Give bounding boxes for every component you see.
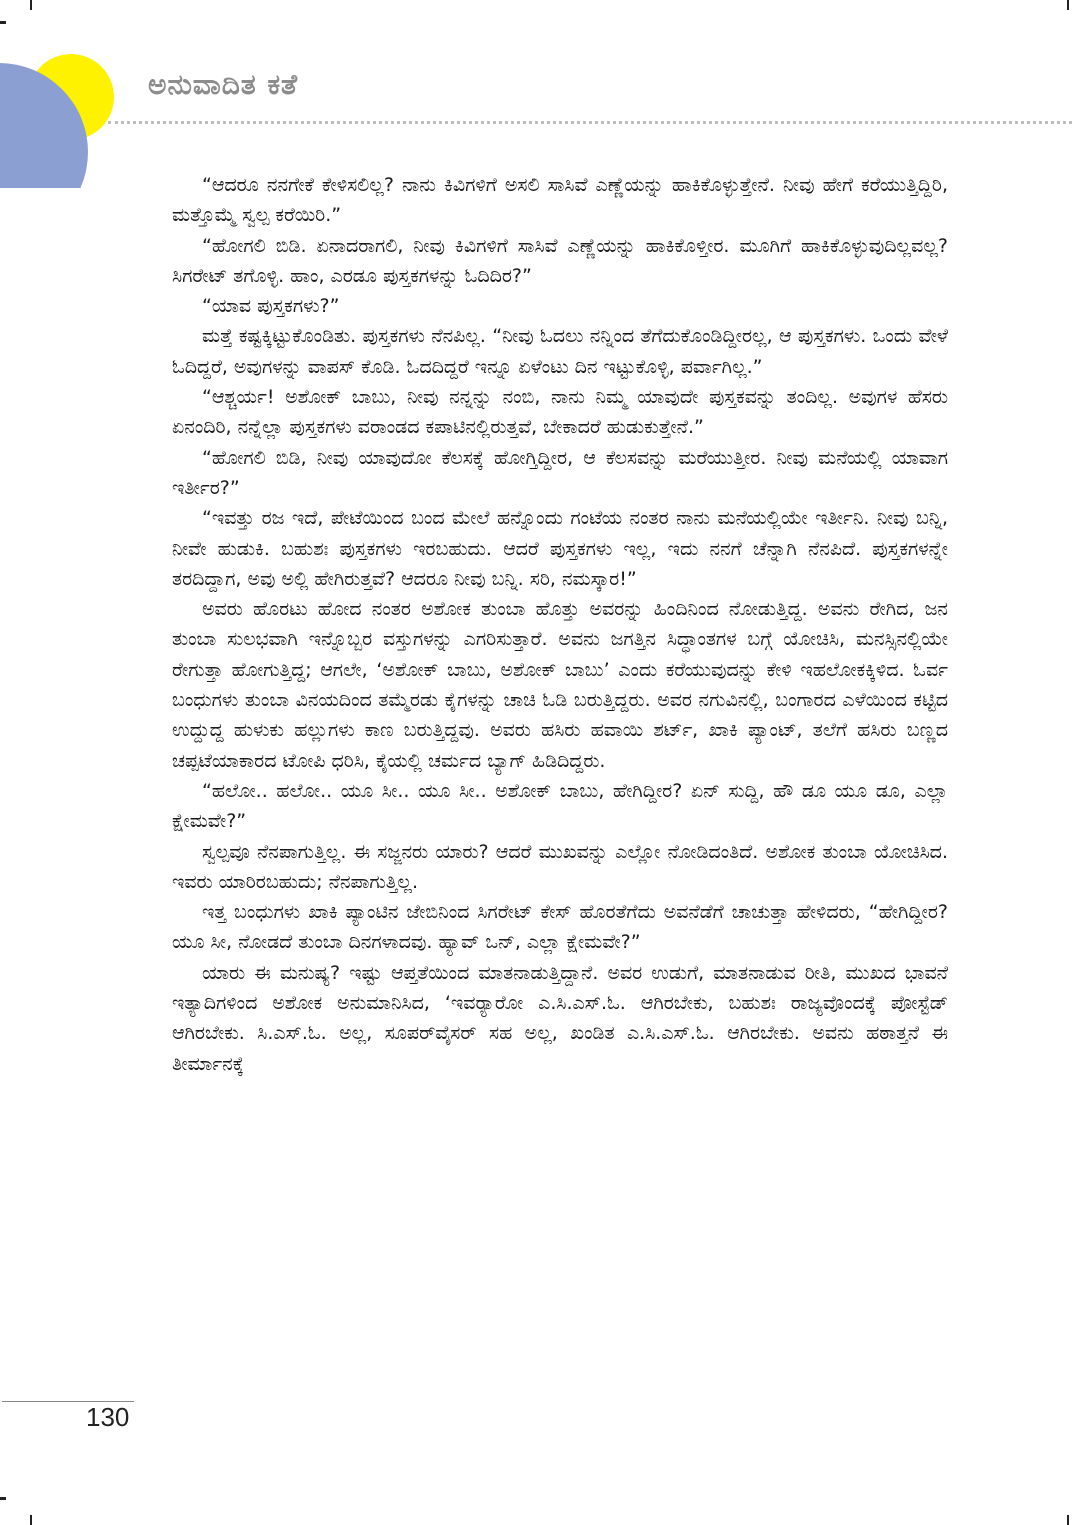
paragraph: “ಹೋಗಲಿ ಬಿಡಿ. ಏನಾದರಾಗಲಿ, ನೀವು ಕಿವಿಗಳಿಗೆ ಸಾಸಿವೆ ಎಣ್ಣೆಯನ್ನು ಹಾಕಿಕೊಳ್ತೀರ. ಮೂಗಿಗೆ ಹಾಕಿಕೊಳ್ಳುವುದಿಲ್ಲವಲ್ಲ? ಸಿಗರೇಟ್ ತಗೊಳ್ಳಿ. ಹಾಂ, ಎರಡೂ ಪುಸ್ತಕಗಳನ್ನು ಓದಿದಿರ?”	[172, 234, 948, 287]
paragraph: ಇತ್ತ ಬಂಧುಗಳು ಖಾಕಿ ಪ್ಯಾಂಟಿನ ಜೇಬಿನಿಂದ ಸಿಗರೇಟ್ ಕೇಸ್ ಹೊರತೆಗೆದು ಅವನೆಡೆಗೆ ಚಾಚುತ್ತಾ ಹೇಳಿದರು, “ಹೇಗಿದ್ದೀರ? ಯೂ ಸೀ, ನೋಡದೆ ತುಂಬಾ ದಿನಗಳಾದವು. ಹ್ಯಾವ್ ಒನ್, ಎಲ್ಲಾ ಕ್ಷೇಮವೇ?”	[172, 901, 948, 954]
header-decoration	[0, 48, 140, 188]
section-title: ಅನುವಾದಿತ ಕತೆ	[148, 68, 299, 101]
paragraph: ಅವರು ಹೊರಟು ಹೋದ ನಂತರ ಅಶೋಕ ತುಂಬಾ ಹೊತ್ತು ಅವರನ್ನು ಹಿಂದಿನಿಂದ ನೋಡುತ್ತಿದ್ದ. ಅವನು ರೇಗಿದ, ಜನ ತುಂಬಾ ಸುಲಭವಾಗಿ ಇನ್ನೊಬ್ಬರ ವಸ್ತುಗಳನ್ನು ಎಗರಿಸುತ್ತಾರೆ. ಅವನು ಜಗತ್ತಿನ ಸಿದ್ಧಾಂತಗಳ ಬಗ್ಗೆ ಯೋಚಿಸಿ, ಮನಸ್ಸಿನಲ್ಲಿಯೇ ರೇಗುತ್ತಾ ಹೋಗುತ್ತಿದ್ದ; ಆಗಲೇ, ‘ಅಶೋಕ್ ಬಾಬು, ಅಶೋಕ್ ಬಾಬು’ ಎಂದು ಕರೆಯುವುದನ್ನು ಕೇಳಿ ಇಹಲೋಕಕ್ಕಿಳಿದ. ಓರ್ವ ಬಂಧುಗಳು ತುಂಬಾ ವಿನಯದಿಂದ ತಮ್ಮೆರಡು ಕೈಗಳನ್ನು ಚಾಚಿ ಓಡಿ ಬರುತ್ತಿದ್ದರು. ಅವರ ನಗುವಿನಲ್ಲಿ, ಬಂಗಾರದ ಎಳೆಯಿಂದ ಕಟ್ಟಿದ ಉದ್ದುದ್ದ ಹುಳುಕು ಹಲ್ಲುಗಳು ಕಾಣ ಬರುತ್ತಿದ್ದವು. ಅವರು ಹಸಿರು ಹವಾಯಿ ಶರ್ಟ್, ಖಾಕಿ ಪ್ಯಾಂಟ್, ತಲೆಗೆ ಹಸಿರು ಬಣ್ಣದ ಚಪ್ಪಟೆಯಾಕಾರದ ಟೋಪಿ ಧರಿಸಿ, ಕೈಯಲ್ಲಿ ಚರ್ಮದ ಬ್ಯಾಗ್ ಹಿಡಿದಿದ್ದರು.	[172, 598, 948, 772]
header-dotted-divider	[108, 121, 1072, 124]
paragraph: ಮತ್ತೆ ಕಷ್ಟಕ್ಕಿಟ್ಟುಕೊಂಡಿತು. ಪುಸ್ತಕಗಳು ನೆನಪಿಲ್ಲ. “ನೀವು ಓದಲು ನನ್ನಿಂದ ತೆಗೆದುಕೊಂಡಿದ್ದೀರಲ್ಲ, ಆ ಪುಸ್ತಕಗಳು. ಒಂದು ವೇಳೆ ಓದಿದ್ದರೆ, ಅವುಗಳನ್ನು ವಾಪಸ್ ಕೊಡಿ. ಓದದಿದ್ದರೆ ಇನ್ನೂ ಏಳೆಂಟು ದಿನ ಇಟ್ಟುಕೊಳ್ಳಿ, ಪರ್ವಾಗಿಲ್ಲ.”	[172, 325, 948, 378]
crop-mark-left-upper	[0, 21, 6, 24]
paragraph: “ಆದರೂ ನನಗೇಕೆ ಕೇಳಿಸಲಿಲ್ಲ? ನಾನು ಕಿವಿಗಳಿಗೆ ಅಸಲಿ ಸಾಸಿವೆ ಎಣ್ಣೆಯನ್ನು ಹಾಕಿಕೊಳ್ಳುತ್ತೇನೆ. ನೀವು ಹೇಗೆ ಕರೆಯುತ್ತಿದ್ದಿರಿ, ಮತ್ತೊಮ್ಮೆ ಸ್ವಲ್ಪ ಕರೆಯಿರಿ.”	[172, 174, 948, 227]
paragraph: “ಇವತ್ತು ರಜ ಇದೆ, ಪೇಟೆಯಿಂದ ಬಂದ ಮೇಲೆ ಹನ್ನೊಂದು ಗಂಟೆಯ ನಂತರ ನಾನು ಮನೆಯಲ್ಲಿಯೇ ಇರ್ತೀನಿ. ನೀವು ಬನ್ನಿ, ನೀವೇ ಹುಡುಕಿ. ಬಹುಶಃ ಪುಸ್ತಕಗಳು ಇರಬಹುದು. ಆದರೆ ಪುಸ್ತಕಗಳು ಇಲ್ಲ, ಇದು ನನಗೆ ಚೆನ್ನಾಗಿ ನೆನಪಿದೆ. ಪುಸ್ತಕಗಳನ್ನೇ ತರದಿದ್ದಾಗ, ಅವು ಅಲ್ಲಿ ಹೇಗಿರುತ್ತವೆ? ಆದರೂ ನೀವು ಬನ್ನಿ. ಸರಿ, ನಮಸ್ಕಾರ!”	[172, 507, 948, 590]
paragraph: “ಹೋಗಲಿ ಬಿಡಿ, ನೀವು ಯಾವುದೋ ಕೆಲಸಕ್ಕೆ ಹೋಗ್ತಿದ್ದೀರ, ಆ ಕೆಲಸವನ್ನು ಮರೆಯುತ್ತೀರ. ನೀವು ಮನೆಯಲ್ಲಿ ಯಾವಾಗ ಇರ್ತೀರ?”	[172, 446, 948, 499]
paragraph: “ಹಲೋ.. ಹಲೋ.. ಯೂ ಸೀ.. ಯೂ ಸೀ.. ಅಶೋಕ್ ಬಾಬು, ಹೇಗಿದ್ದೀರ? ಏನ್ ಸುದ್ದಿ, ಹೌ ಡೂ ಯೂ ಡೂ, ಎಲ್ಲಾ ಕ್ಷೇಮವೇ?”	[172, 779, 948, 833]
paragraph: “ಯಾವ ಪುಸ್ತಕಗಳು?”	[202, 295, 340, 318]
page-number: 130	[86, 1402, 130, 1432]
crop-mark-top-right	[1067, 0, 1069, 10]
crop-mark-bottom-left	[30, 1515, 32, 1525]
crop-mark-bottom-right	[1067, 1515, 1069, 1525]
story-body	[172, 170, 948, 1079]
paragraph: “ಆಶ್ಚರ್ಯ! ಅಶೋಕ್ ಬಾಬು, ನೀವು ನನ್ನನ್ನು ನಂಬಿ, ನಾನು ನಿಮ್ಮ ಯಾವುದೇ ಪುಸ್ತಕವನ್ನು ತಂದಿಲ್ಲ. ಅವುಗಳ ಹೆಸರು ಏನಂದಿರಿ, ನನ್ನೆಲ್ಲಾ ಪುಸ್ತಕಗಳು ವರಾಂಡದ ಕಪಾಟಿನಲ್ಲಿರುತ್ತವೆ, ಬೇಕಾದರೆ ಹುಡುಕುತ್ತೇನೆ.”	[172, 386, 948, 439]
crop-mark-left-lower	[0, 1497, 6, 1500]
paragraph: ಯಾರು ಈ ಮನುಷ್ಯ? ಇಷ್ಟು ಆಪ್ತತೆಯಿಂದ ಮಾತನಾಡುತ್ತಿದ್ದಾನೆ. ಅವರ ಉಡುಗೆ, ಮಾತನಾಡುವ ರೀತಿ, ಮುಖದ ಭಾವನೆ ಇತ್ಯಾದಿಗಳಿಂದ ಅಶೋಕ ಅನುಮಾನಿಸಿದ, ‘ಇವರ್‍ಯಾರೋ ಎ.ಸಿ.ಎಸ್.ಓ. ಆಗಿರಬೇಕು, ಬಹುಶಃ ರಾಜ್ಯವೊಂದಕ್ಕೆ ಪೋಸ್ಟೆಡ್ ಆಗಿರಬೇಕು. ಸಿ.ಎಸ್.ಓ. ಅಲ್ಲ, ಸೂಪರ್‌ವೈಸರ್ ಸಹ ಅಲ್ಲ, ಖಂಡಿತ ಎ.ಸಿ.ಎಸ್.ಓ. ಆಗಿರಬೇಕು. ಅವನು ಹಠಾತ್ತನೆ ಈ ತೀರ್ಮಾನಕ್ಕೆ	[172, 961, 948, 1075]
crop-mark-top-left	[30, 0, 32, 10]
paragraph: ಸ್ವಲ್ಪವೂ ನೆನಪಾಗುತ್ತಿಲ್ಲ. ಈ ಸಜ್ಜನರು ಯಾರು? ಆದರೆ ಮುಖವನ್ನು ಎಲ್ಲೋ ನೋಡಿದಂತಿದೆ. ಅಶೋಕ ತುಂಬಾ ಯೋಚಿಸಿದ. ಇವರು ಯಾರಿರಬಹುದು; ನೆನಪಾಗುತ್ತಿಲ್ಲ.	[172, 840, 948, 893]
